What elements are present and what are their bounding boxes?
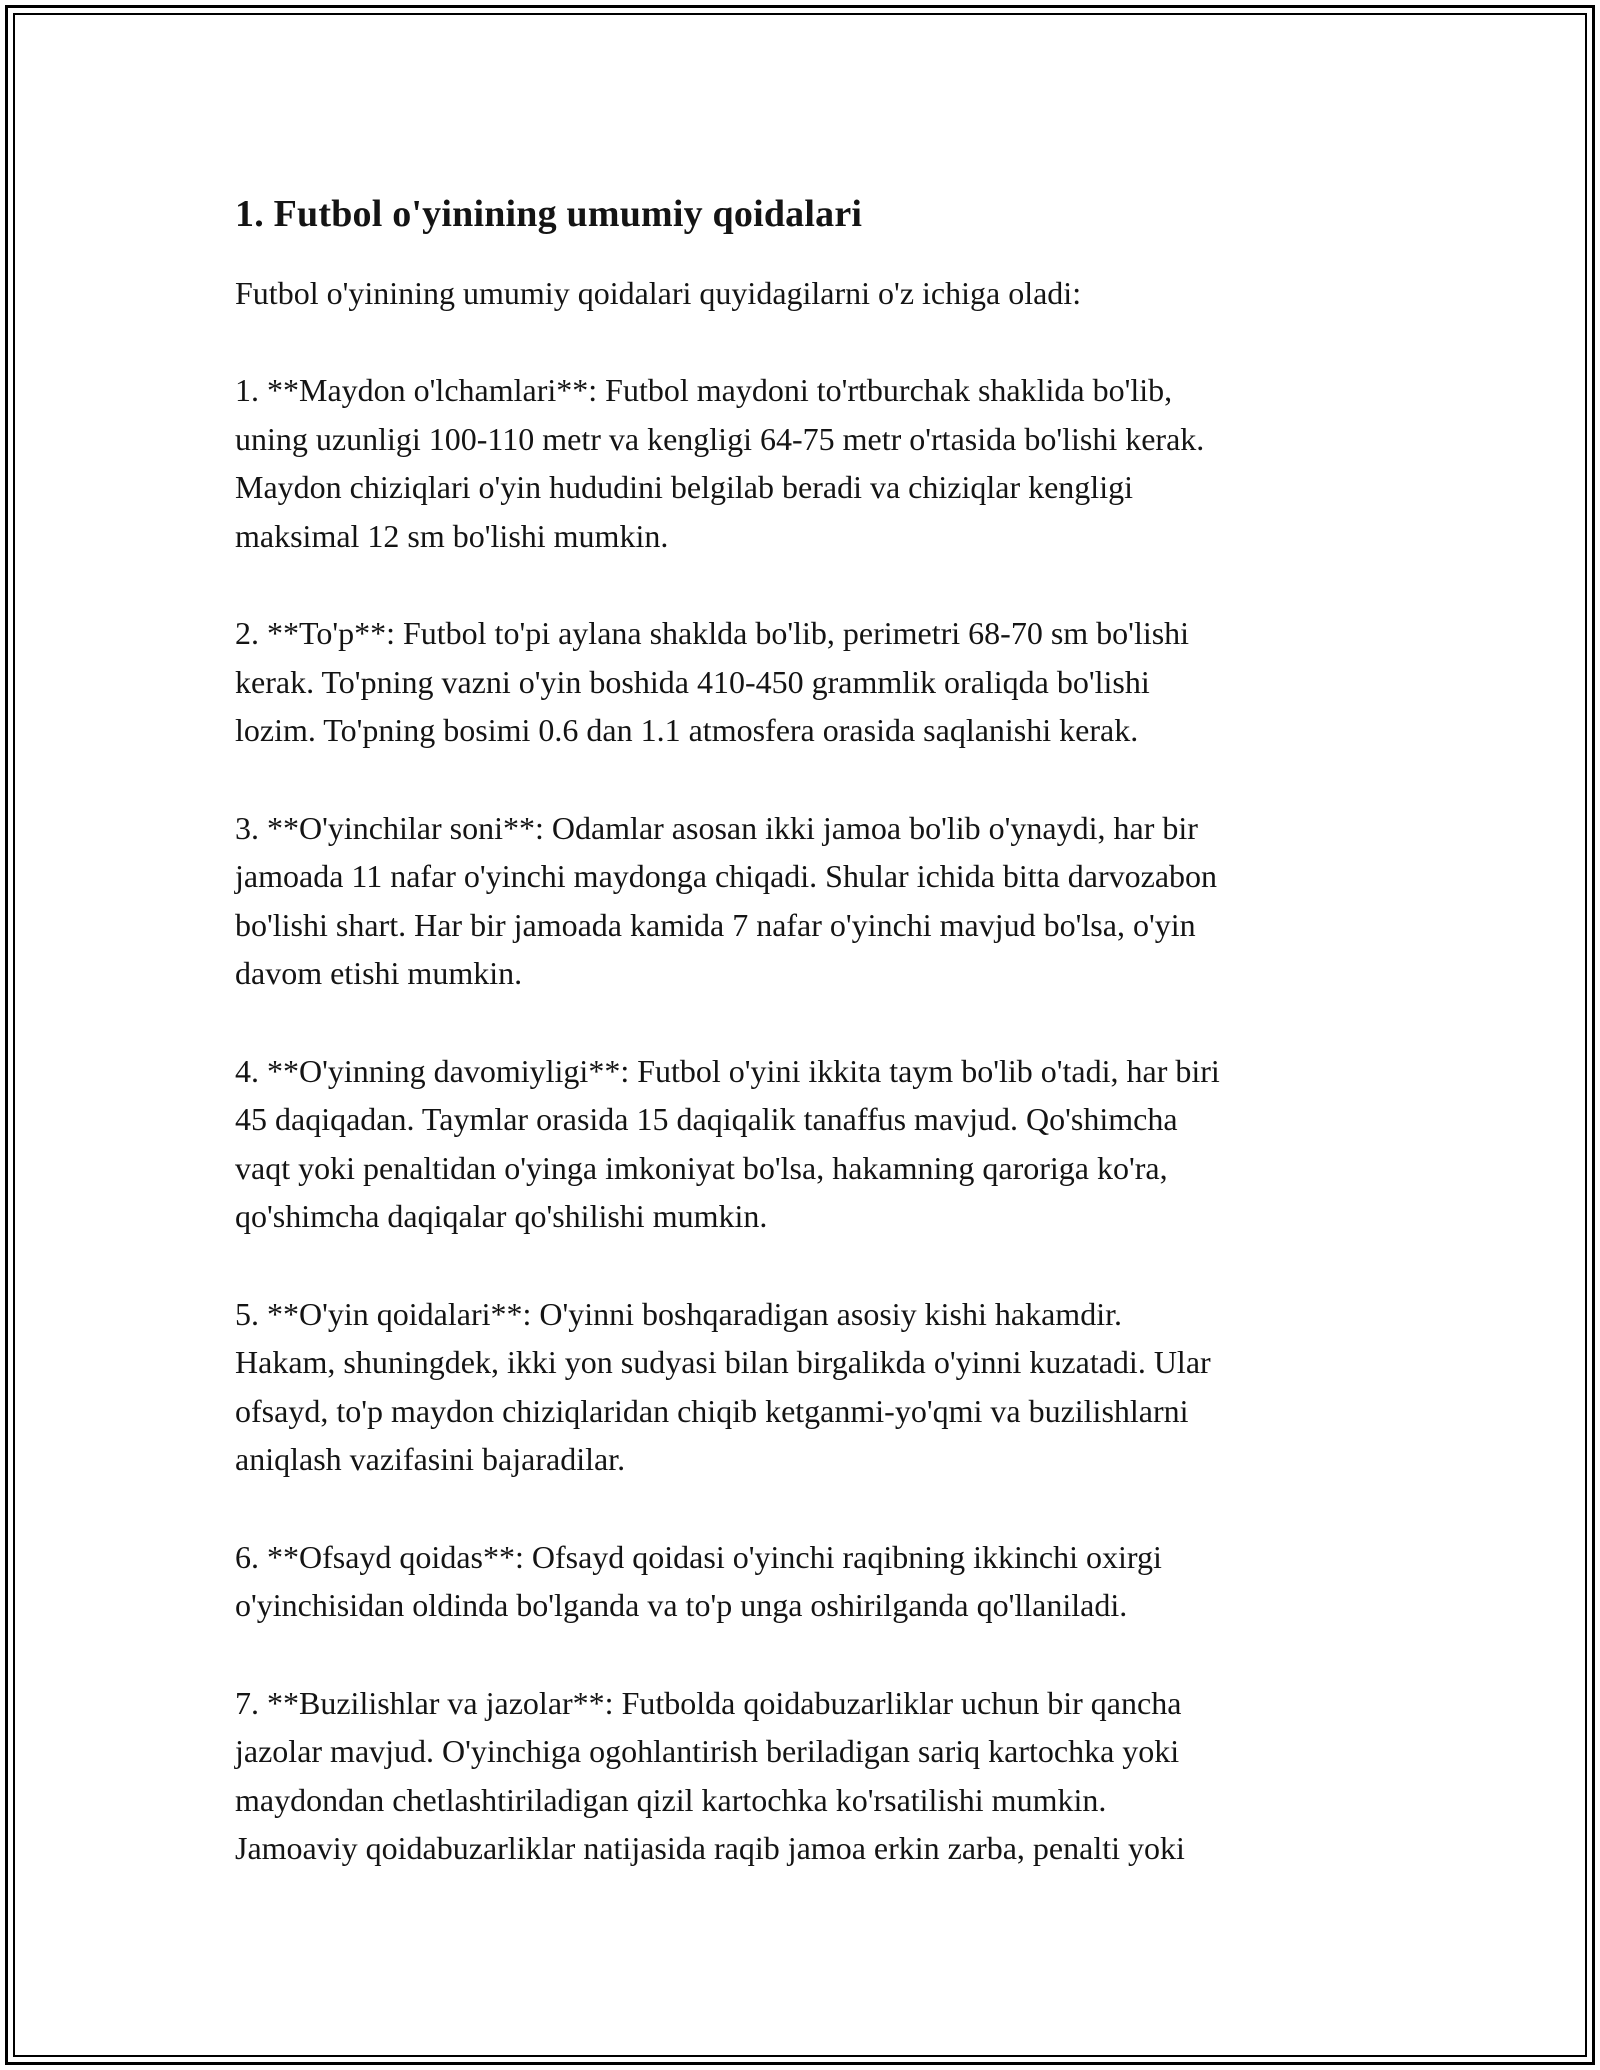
paragraph-line: qo'shimcha daqiqalar qo'shilishi mumkin.: [235, 1198, 768, 1234]
paragraph-line: maydondan chetlashtiriladigan qizil kartochka ko'rsatilishi mumkin.: [235, 1781, 1107, 1818]
rule-item-game-rules: [235, 1290, 1385, 1484]
paragraph-line: 2. **To'p**: Futbol to'pi aylana shakldа bo'lib, perimetri 68-70 sm bo'lishi: [235, 615, 1190, 651]
paragraph-line: bo'lishi shart. Har bir jamoada kamida 7 nafar o'yinchi mavjud bo'lsa, o'yin: [235, 906, 1196, 943]
paragraph-line: jazolar mavjud. O'yinchiga ogohlantirish beriladigan sariq kartochka yoki: [235, 1733, 1180, 1769]
paragraph-line: Maydon chiziqlari o'yin hududini belgilab beradi va chiziqlar kengligi: [235, 469, 1133, 505]
paragraph-line: 6. **Ofsayd qoidas**: Ofsayd qoidasi o'yinchi raqibning ikkinchi oxirgi: [235, 1538, 1162, 1575]
rule-item-field-dimensions: [235, 366, 1385, 560]
rule-item-players: [235, 804, 1385, 998]
paragraph-line: 1. **Maydon o'lchamlari**: Futbol maydoni to'rtburchak shaklida bo'lib,: [235, 372, 1173, 408]
paragraph-line: Hakam, shuningdek, ikki yon sudyasi bilan birgalikda o'yinni kuzatadi. Ular: [235, 1344, 1211, 1380]
paragraph-line: kerak. To'pning vazni o'yin boshida 410-450 grammlik oraliqda bo'lishi: [235, 663, 1150, 700]
paragraph-line: 45 daqiqadan. Taymlar orasida 15 daqiqalik tanaffus mavjud. Qo'shimcha: [235, 1101, 1178, 1137]
section-heading: 1. Futbol o'yinining umumiy qoidalari: [235, 193, 863, 235]
rule-item-duration: [235, 1047, 1385, 1241]
paragraph-line: lozim. To'pning bosimi 0.6 dan 1.1 atmosfera orasida saqlanishi kerak.: [235, 712, 1139, 748]
paragraph-line: maksimal 12 sm bo'lishi mumkin.: [235, 517, 669, 554]
rule-item-ball: [235, 609, 1385, 755]
rule-item-offside: [235, 1533, 1385, 1630]
paragraph-line: uning uzunligi 100-110 metr va kengligi 64-75 metr o'rtasida bo'lishi kerak.: [235, 420, 1205, 457]
paragraph-line: jamoada 11 nafar o'yinchi maydonga chiqadi. Shular ichida bitta darvozabon: [235, 858, 1218, 894]
paragraph-line: ofsayd, to'p maydon chiziqlaridan chiqib ketganmi-yo'qmi va buzilishlarni: [235, 1392, 1189, 1429]
paragraph-line: o'yinchisidan oldinda bo'lganda va to'p unga oshirilganda qo'llaniladi.: [235, 1587, 1128, 1623]
document-body: [235, 185, 1385, 1922]
intro-paragraph: Futbol o'yinining umumiy qoidalari quyidagilarni o'z ichiga oladi:: [235, 275, 1082, 311]
paragraph-line: Jamoaviy qoidabuzarliklar natijasida raqib jamoa erkin zarba, penalti yoki: [235, 1830, 1185, 1866]
paragraph-line: 5. **O'yin qoidalari**: O'yinni boshqaradigan asosiy kishi hakamdir.: [235, 1295, 1122, 1332]
paragraph-line: aniqlash vazifasini bajaradilar.: [235, 1441, 626, 1477]
paragraph-line: 4. **O'yinning davomiyligi**: Futbol o'yini ikkita taym bo'lib o'tadi, har biri: [235, 1052, 1220, 1089]
paragraph-line: 3. **O'yinchilar soni**: Odamlar asosan ikki jamoa bo'lib o'ynaydi, har bir: [235, 809, 1198, 846]
paragraph-line: 7. **Buzilishlar va jazolar**: Futbolda qoidabuzarliklar uchun bir qancha: [235, 1684, 1182, 1721]
paragraph-line: vaqt yoki penaltidan o'yinga imkoniyat bo'lsa, hakamning qaroriga ko'ra,: [235, 1149, 1168, 1186]
paragraph-line: davom etishi mumkin.: [235, 955, 523, 991]
rule-item-fouls-penalties: [235, 1679, 1385, 1873]
